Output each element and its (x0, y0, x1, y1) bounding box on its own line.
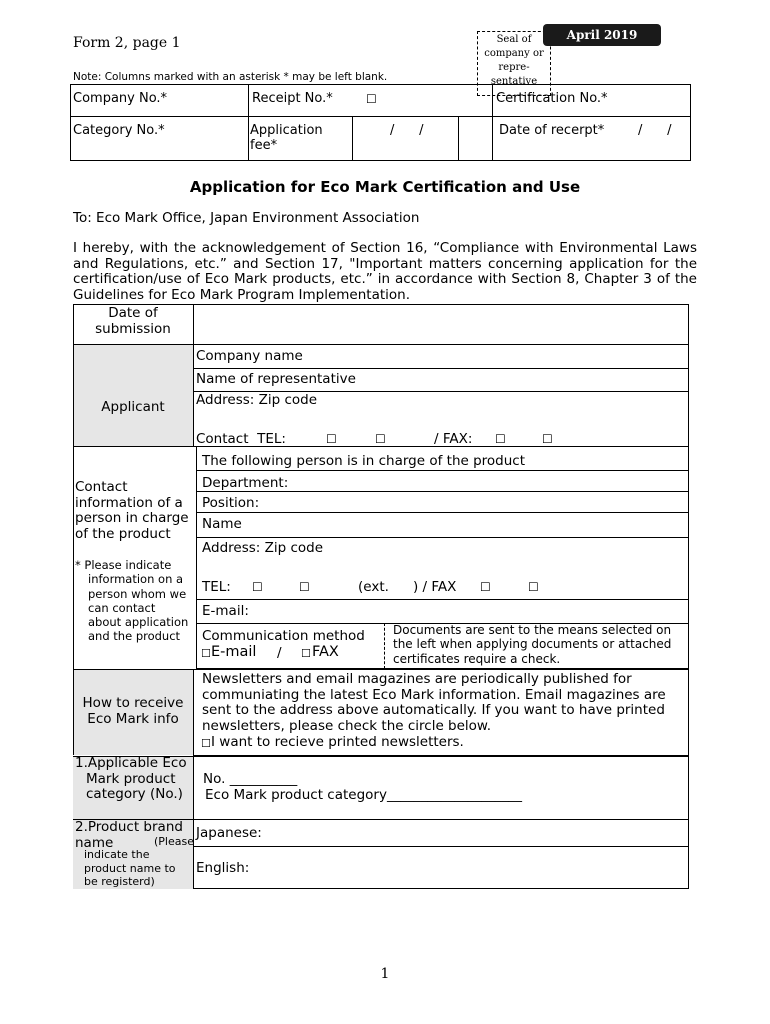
divider (73, 669, 193, 670)
fax-option-checkbox-icon[interactable]: ☐ (301, 647, 311, 660)
brand-english-label: English: (196, 860, 250, 876)
receive-info-label: How to receive Eco Mark info (82, 695, 184, 727)
category-name-field[interactable]: Eco Mark product category____________________ (205, 787, 522, 803)
name-field[interactable] (196, 512, 689, 538)
divider (70, 116, 691, 117)
divider (73, 446, 74, 669)
to-line: To: Eco Mark Office, Japan Environment Association (73, 210, 420, 226)
intro-paragraph: I hereby, with the acknowledgement of Section 16, “Compliance with Environmental Laws and Regulations, etc.” and Section 17, "Important matters concerning application for the certification/use of Eco Mark products, etc.” in accordance with Section 8, Chapter 3 of the Guidelines for Eco Mark Program Implementation. (73, 240, 697, 303)
applicant-fax-label: / FAX: (434, 431, 473, 447)
date-of-submission-field[interactable] (194, 305, 688, 344)
seal-line: company or (484, 48, 544, 59)
brand-english-field[interactable] (193, 846, 689, 889)
company-name-label: Company name (196, 348, 303, 364)
tel-box-icon: ☐ (375, 432, 386, 446)
seal-line: repre- (498, 62, 530, 73)
tel-box-icon: ☐ (326, 432, 337, 446)
communication-method-label: Communication method (202, 628, 365, 644)
fax-box-icon: ☐ (495, 432, 506, 446)
email-option-checkbox-icon[interactable]: ☐ (201, 647, 211, 660)
receive-info-text: Newsletters and email magazines are periodically published for communiating the latest Eco Mark information. Email magazines are sent to the address above automatically. If you want to have printed newsletters, please check the circle below. (202, 671, 666, 734)
form-label: Form 2, page 1 (73, 35, 181, 51)
company-no-label: Company No.* (73, 91, 168, 106)
divider (384, 623, 385, 669)
name-label: Name (202, 516, 242, 532)
contact-tel-label: TEL: (202, 579, 231, 595)
divider (73, 819, 193, 820)
contact-fax-label: ) / FAX (413, 579, 457, 595)
representative-label: Name of representative (196, 371, 356, 387)
divider (73, 756, 193, 757)
application-fee-label: Application fee* (250, 123, 323, 153)
date-badge: April 2019 (543, 24, 661, 46)
tel-box-icon: ☐ (299, 580, 310, 594)
divider (73, 446, 193, 447)
fax-box-icon: ☐ (480, 580, 491, 594)
brand-note: (Please indicate the product name to be registerd) (84, 835, 194, 888)
email-label: E-mail: (202, 603, 249, 619)
divider (248, 84, 249, 161)
date-of-submission-label: Date of submission (95, 305, 171, 337)
applicant-label: Applicant (101, 399, 165, 415)
date-of-receipt-label: Date of recerpt* (499, 123, 605, 138)
printed-newsletter-option[interactable]: I want to recieve printed newsletters. (211, 734, 464, 750)
receipt-checkbox-icon[interactable]: ☐ (366, 92, 377, 106)
fee-date: / / (390, 123, 424, 138)
comm-fax-option[interactable]: FAX (312, 644, 339, 660)
receipt-no-label: Receipt No.* (252, 91, 333, 106)
position-label: Position: (202, 495, 260, 511)
brand-japanese-label: Japanese: (196, 825, 262, 841)
page-number: 1 (380, 966, 390, 982)
applicant-label-cell (73, 344, 193, 446)
tel-box-icon: ☐ (252, 580, 263, 594)
ext-label: (ext. (358, 579, 389, 595)
category-label: 1.Applicable Eco Mark product category (No.) (75, 755, 187, 802)
product-person-heading: The following person is in charge of the product (202, 453, 526, 469)
communication-note: Documents are sent to the means selected on the left when applying documents or attached certificates require a check. (393, 623, 672, 666)
category-no-field[interactable]: No. __________ (203, 771, 298, 787)
position-field[interactable] (196, 491, 689, 513)
certification-no-label: Certification No.* (496, 91, 608, 106)
applicant-address-label: Address: Zip code (196, 392, 318, 408)
category-no-label: Category No.* (73, 123, 165, 138)
brand-japanese-field[interactable] (193, 819, 689, 847)
receipt-date: / / (638, 123, 672, 138)
contact-person-label: Contact information of a person in charge of the product (75, 479, 189, 542)
printed-newsletter-checkbox-icon[interactable]: ☐ (201, 737, 211, 750)
divider (73, 344, 74, 447)
email-field[interactable] (196, 599, 689, 624)
contact-address-label: Address: Zip code (202, 540, 324, 556)
department-label: Department: (202, 475, 289, 491)
divider (352, 116, 353, 161)
fax-box-icon: ☐ (528, 580, 539, 594)
seal-line: Seal of (496, 34, 532, 45)
divider (458, 116, 459, 161)
comm-email-option[interactable]: E-mail (211, 644, 257, 660)
contact-person-note: * Please indicate information on a person whom we can contact about application and the product (75, 558, 189, 644)
comm-slash: / (277, 645, 282, 661)
seal-line: sentative (490, 76, 538, 87)
divider (492, 84, 493, 161)
fax-box-icon: ☐ (542, 432, 553, 446)
applicant-tel-label: Contact TEL: (196, 431, 286, 447)
page-title: Application for Eco Mark Certification and Use (189, 178, 581, 196)
brand-label: 2.Product brand name (75, 819, 183, 851)
asterisk-note: Note: Columns marked with an asterisk * may be left blank. (73, 71, 388, 83)
